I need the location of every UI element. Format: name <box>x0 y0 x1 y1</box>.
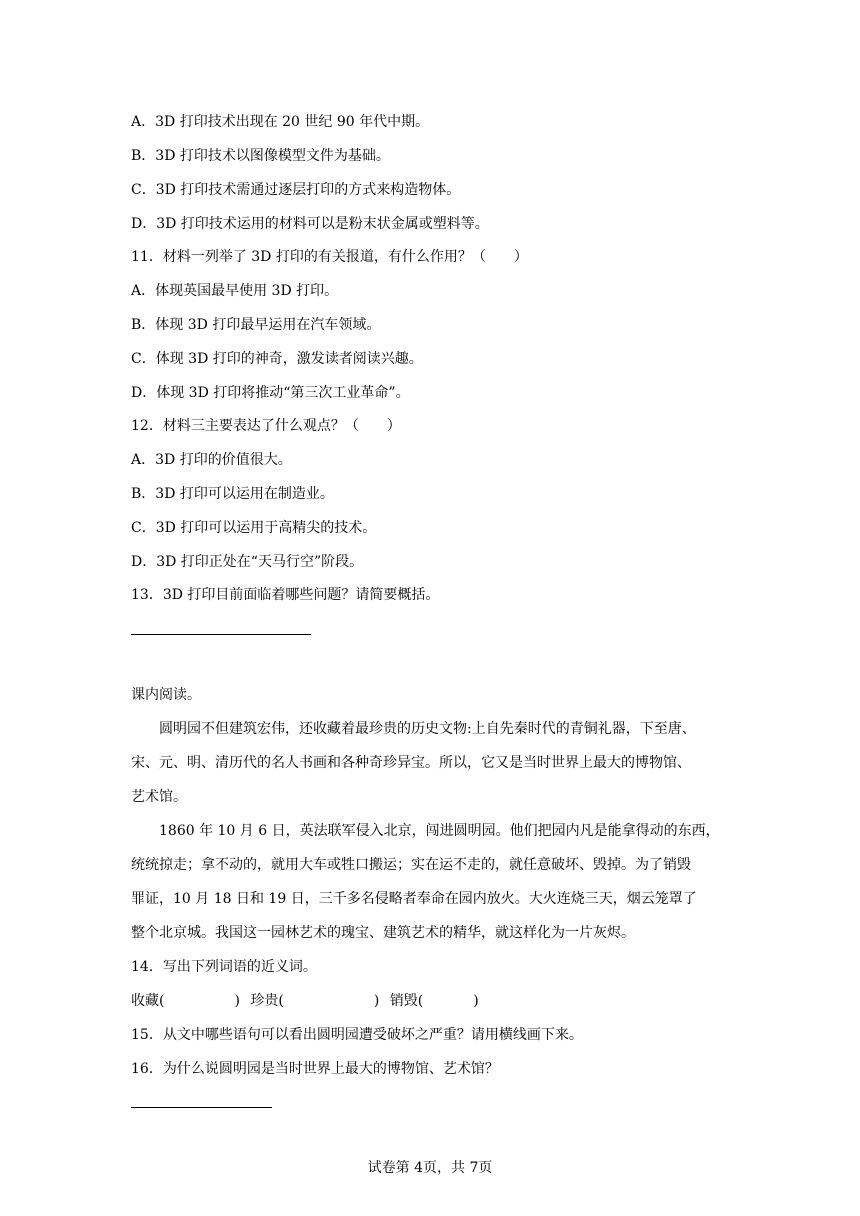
q14-close-3: ) <box>473 993 479 1009</box>
page-footer: 试卷第 4页，共 7页 <box>367 1160 493 1176</box>
q11-stem: 11．材料一列举了 3D 打印的有关报道，有什么作用？（ ） <box>131 249 528 265</box>
q14-close-1: ) <box>234 993 240 1009</box>
q14-words <box>131 991 479 1011</box>
q16-stem: 16．为什么说圆明园是当时世界上最大的博物馆、艺术馆？ <box>131 1061 499 1077</box>
q12-stem: 12．材料三主要表达了什么观点？（ ） <box>131 418 401 434</box>
passage-p2-line1: 1860 年 10 月 6 日，英法联军侵入北京，闯进圆明园。他们把园内凡是能拿得动的东西， <box>159 823 720 839</box>
q14-close-2: ) <box>373 993 380 1009</box>
q11-option-b: B．体现 3D 打印最早运用在汽车领域。 <box>131 317 381 333</box>
q16-answer-line <box>131 1107 272 1108</box>
q12-option-d: D．3D 打印正处在“天马行空”阶段。 <box>131 554 364 570</box>
q14-word-collect: 收藏( <box>131 993 165 1009</box>
q13-stem: 13．3D 打印目前面临着哪些问题？请简要概括。 <box>131 587 440 603</box>
q10-option-c: C．3D 打印技术需通过逐层打印的方式来构造物体。 <box>131 182 461 198</box>
q14-stem: 14．写出下列词语的近义词。 <box>131 959 317 975</box>
section-title: 课内阅读。 <box>131 687 201 703</box>
passage-p1-line1: 圆明园不但建筑宏伟，还收藏着最珍贵的历史文物:上自先秦时代的青铜礼器，下至唐、 <box>159 721 696 737</box>
q12-option-c: C．3D 打印可以运用于高精尖的技术。 <box>131 520 377 536</box>
q14-word-precious: 珍贵( <box>250 993 284 1009</box>
passage-p2-line4: 整个北京城。我国这一园林艺术的瑰宝、建筑艺术的精华，就这样化为一片灰烬。 <box>131 925 635 941</box>
passage-p2-line2: 统统掠走；拿不动的，就用大车或牲口搬运；实在运不走的，就任意破坏、毁掉。为了销毁 <box>131 857 691 873</box>
passage-p1-line3: 艺术馆。 <box>131 789 187 805</box>
q15-stem: 15．从文中哪些语句可以看出圆明园遭受破坏之严重？请用横线画下来。 <box>131 1027 583 1043</box>
q12-option-a: A．3D 打印的价值很大。 <box>131 452 292 468</box>
q10-option-a: A．3D 打印技术出现在 20 世纪 90 年代中期。 <box>131 114 430 130</box>
q10-option-b: B．3D 打印技术以图像模型文件为基础。 <box>131 148 390 164</box>
passage-p2-line3: 罪证，10 月 18 日和 19 日，三千多名侵略者奉命在园内放火。大火连烧三天，烟云笼罩了 <box>131 891 697 907</box>
q14-word-destroy: 销毁( <box>389 993 424 1009</box>
q11-option-a: A．体现英国最早使用 3D 打印。 <box>131 283 339 299</box>
q13-answer-line <box>131 634 311 635</box>
q11-option-c: C．体现 3D 打印的神奇，激发读者阅读兴趣。 <box>131 351 423 367</box>
q11-option-d: D．体现 3D 打印将推动“第三次工业革命”。 <box>131 385 410 401</box>
passage-p1-line2: 宋、元、明、清历代的名人书画和各种奇珍异宝。所以，它又是当时世界上最大的博物馆、 <box>131 755 691 771</box>
q10-option-d: D．3D 打印技术运用的材料可以是粉末状金属或塑料等。 <box>131 216 489 232</box>
q12-option-b: B．3D 打印可以运用在制造业。 <box>131 486 334 502</box>
